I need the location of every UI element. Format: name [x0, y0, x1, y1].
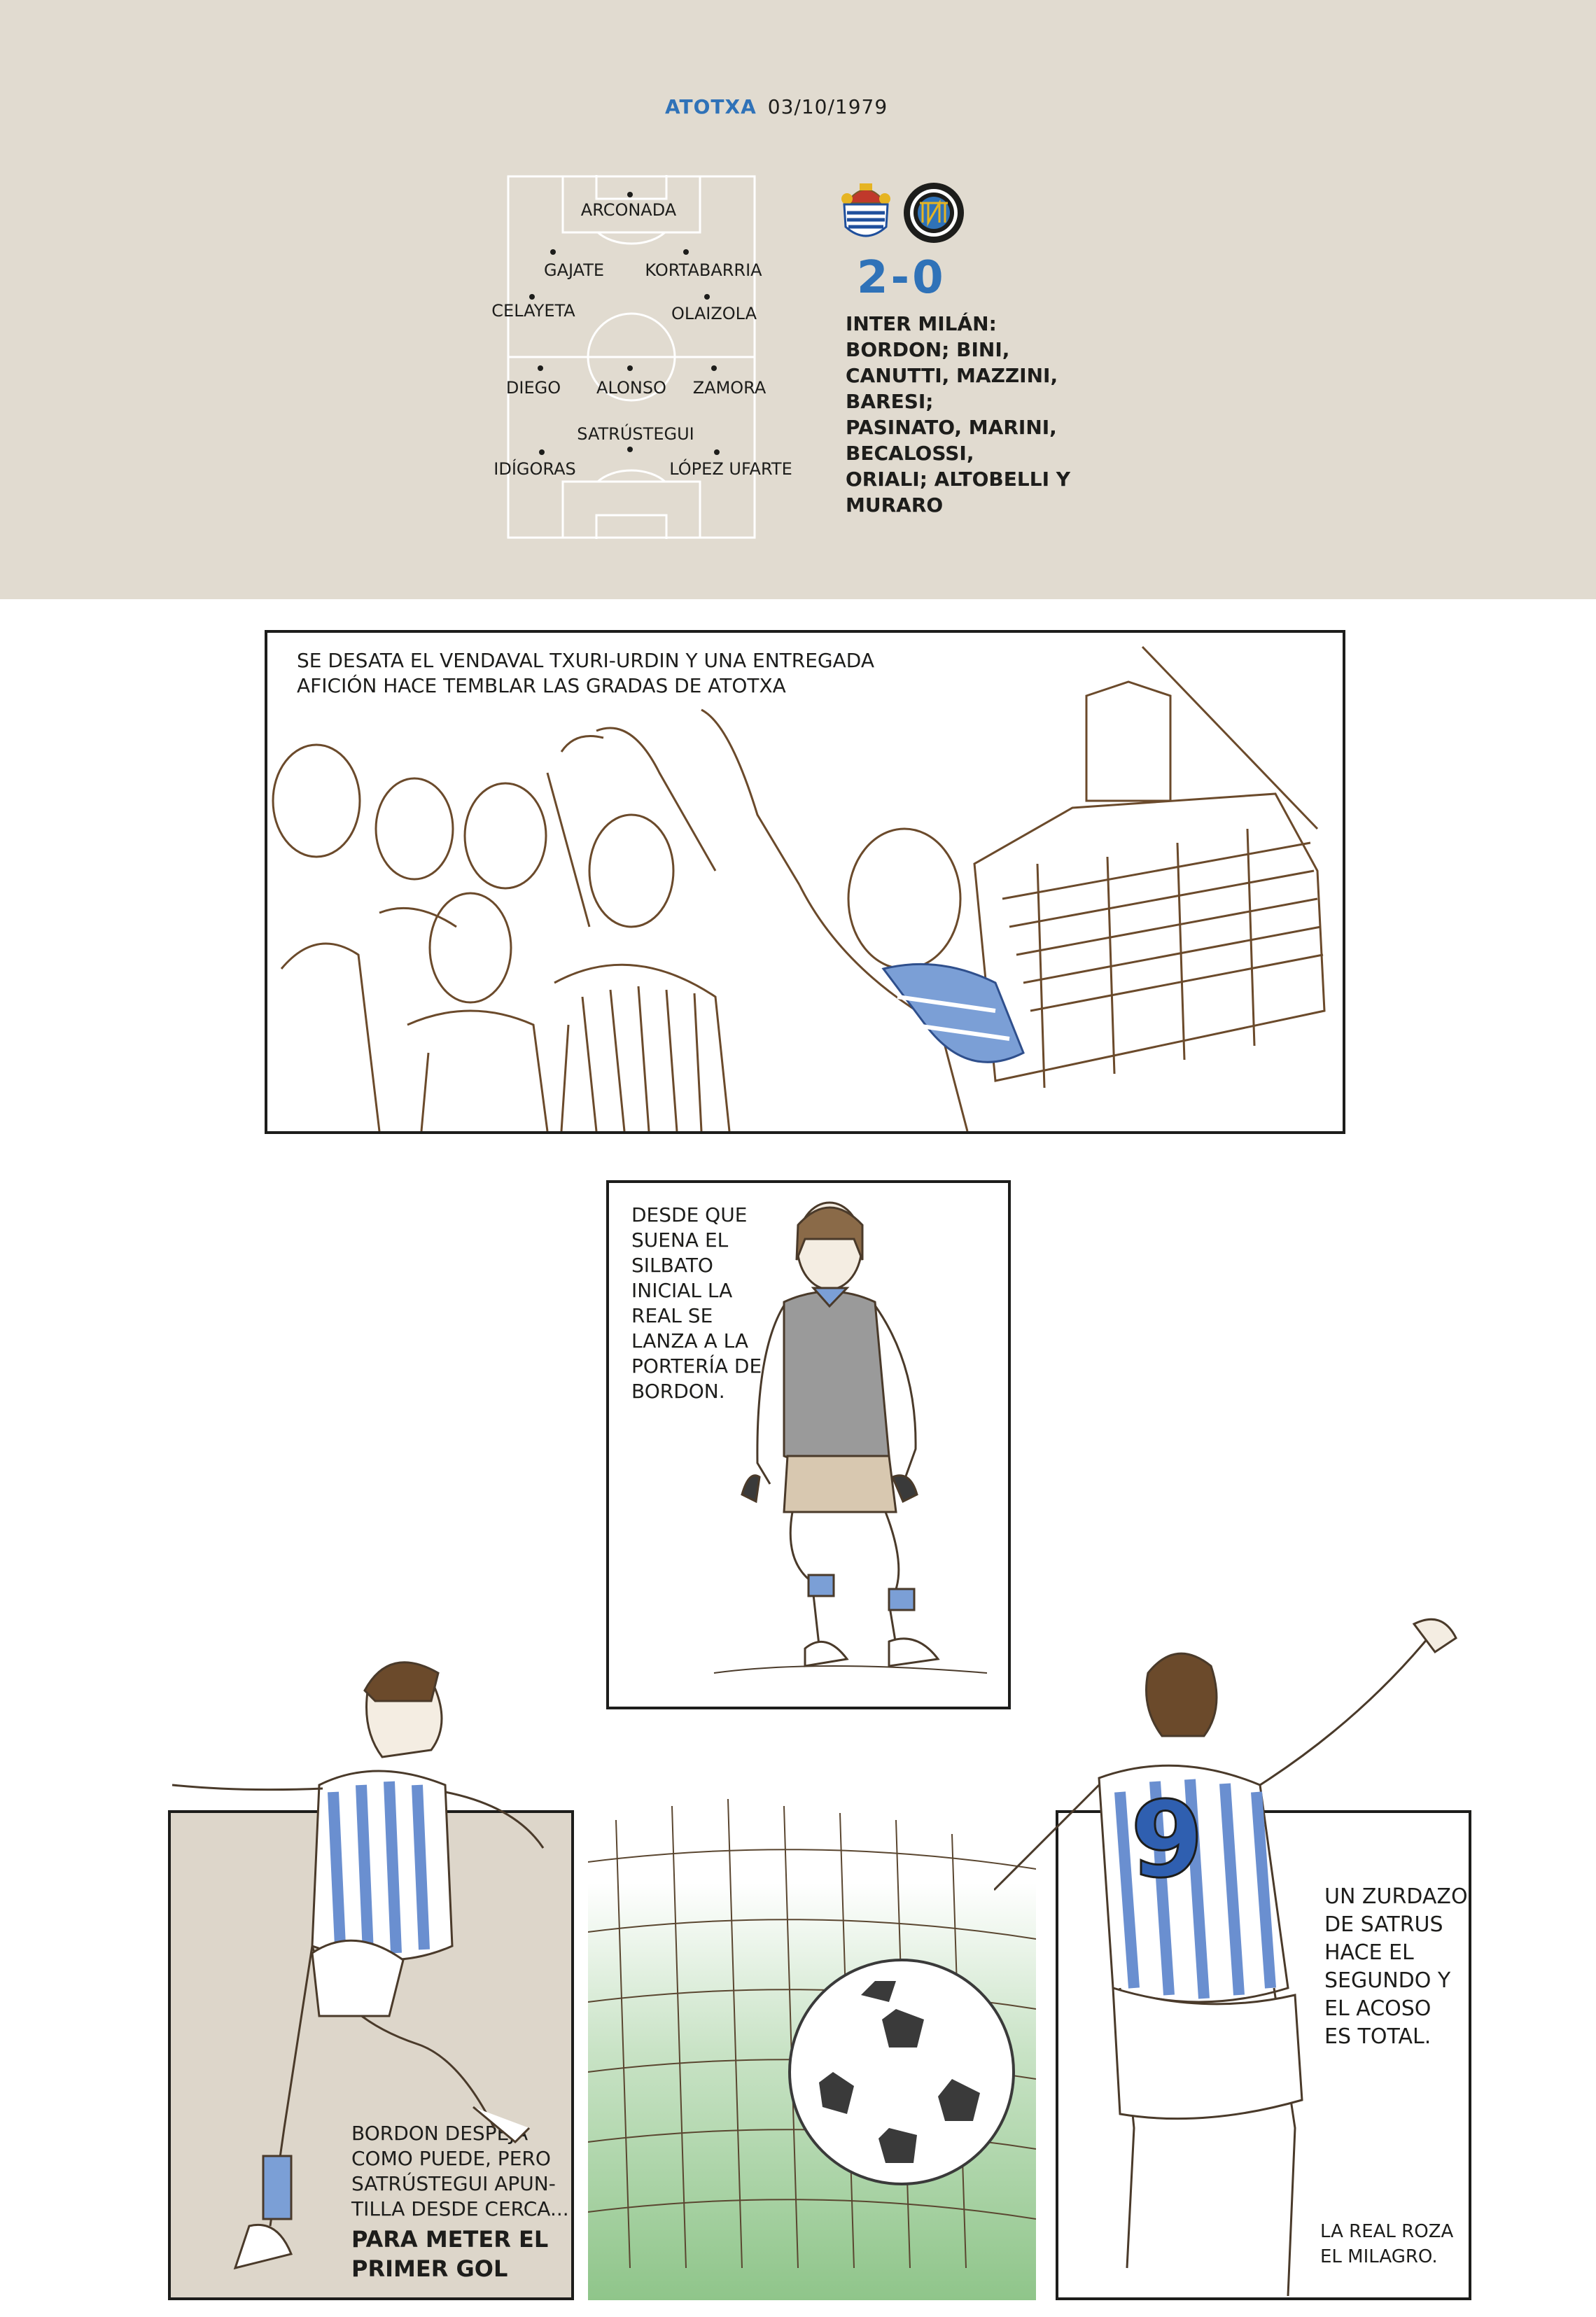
player-dot: [714, 449, 720, 455]
player-dot: [627, 447, 633, 452]
opponent-players: BORDON; BINI, CANUTTI, MAZZINI, BARESI; PASINATO, MARINI, BECALOSSI, ORIALI; ALTOBELLI Y MURARO: [846, 338, 1071, 517]
match-title: [665, 95, 888, 118]
player-att-mid: SATRÚSTEGUI: [577, 424, 694, 444]
goal-net-ball: [588, 1778, 1036, 2300]
shot-caption: UN ZURDAZO DE SATRUS HACE EL SEGUNDO Y EL ACOSO ES TOTAL.: [1324, 1884, 1468, 2049]
player-def-lc: GAJATE: [543, 260, 605, 280]
shot-caption-small: LA REAL ROZA EL MILAGRO.: [1320, 2221, 1454, 2267]
panel-crowd: [265, 630, 1345, 1134]
player-dot: [683, 249, 689, 255]
player-dot: [538, 365, 543, 371]
player-mid-c: ALONSO: [596, 378, 666, 398]
opponent-label: INTER MILÁN:: [846, 312, 997, 335]
kick-caption-bold: PARA METER EL PRIMER GOL: [351, 2226, 549, 2282]
player-def-r: OLAIZOLA: [671, 304, 757, 323]
player-dot: [704, 294, 710, 300]
crowd-caption: SE DESATA EL VENDAVAL TXURI-URDIN Y UNA ENTREGADA AFICIÓN HACE TEMBLAR LAS GRADAS DE ATOTXA: [297, 649, 874, 697]
lineup-pitch: [507, 175, 756, 539]
match-date: 03/10/1979: [767, 95, 888, 118]
striker-illustration: [994, 1596, 1498, 2303]
match-header: [0, 0, 1596, 599]
player-mid-l: DIEGO: [505, 378, 561, 398]
crowd-illustration: [267, 633, 1343, 1131]
venue: ATOTXA: [665, 95, 757, 118]
player-goalkeeper: ARCONADA: [580, 200, 677, 220]
shirt-number: 9: [1130, 1779, 1204, 1901]
inter-crest-icon: [902, 181, 966, 245]
score: 2-0: [857, 252, 946, 304]
player-dot: [627, 365, 633, 371]
player-mid-r: ZAMORA: [692, 378, 766, 398]
player-def-l: CELAYETA: [491, 301, 575, 321]
kick-caption: BORDON DESPEJA COMO PUEDE, PERO SATRÚSTEGUI APUN- TILLA DESDE CERCA...: [351, 2122, 569, 2220]
real-sociedad-crest-icon: [836, 178, 896, 245]
player-dot: [711, 365, 717, 371]
panel-goalkeeper: [606, 1180, 1011, 1709]
player-def-rc: KORTABARRIA: [645, 260, 762, 280]
kicker-illustration: [123, 1624, 655, 2296]
player-dot: [550, 249, 556, 255]
player-dot: [529, 294, 535, 300]
player-fwd-l: IDÍGORAS: [493, 459, 576, 479]
player-dot: [539, 449, 545, 455]
player-dot: [627, 192, 633, 197]
goalkeeper-caption: DESDE QUE SUENA EL SILBATO INICIAL LA REAL SE LANZA A LA PORTERÍA DE BORDON.: [631, 1203, 762, 1403]
player-fwd-r: LÓPEZ UFARTE: [669, 459, 792, 479]
opponent-lineup: [846, 311, 1098, 518]
